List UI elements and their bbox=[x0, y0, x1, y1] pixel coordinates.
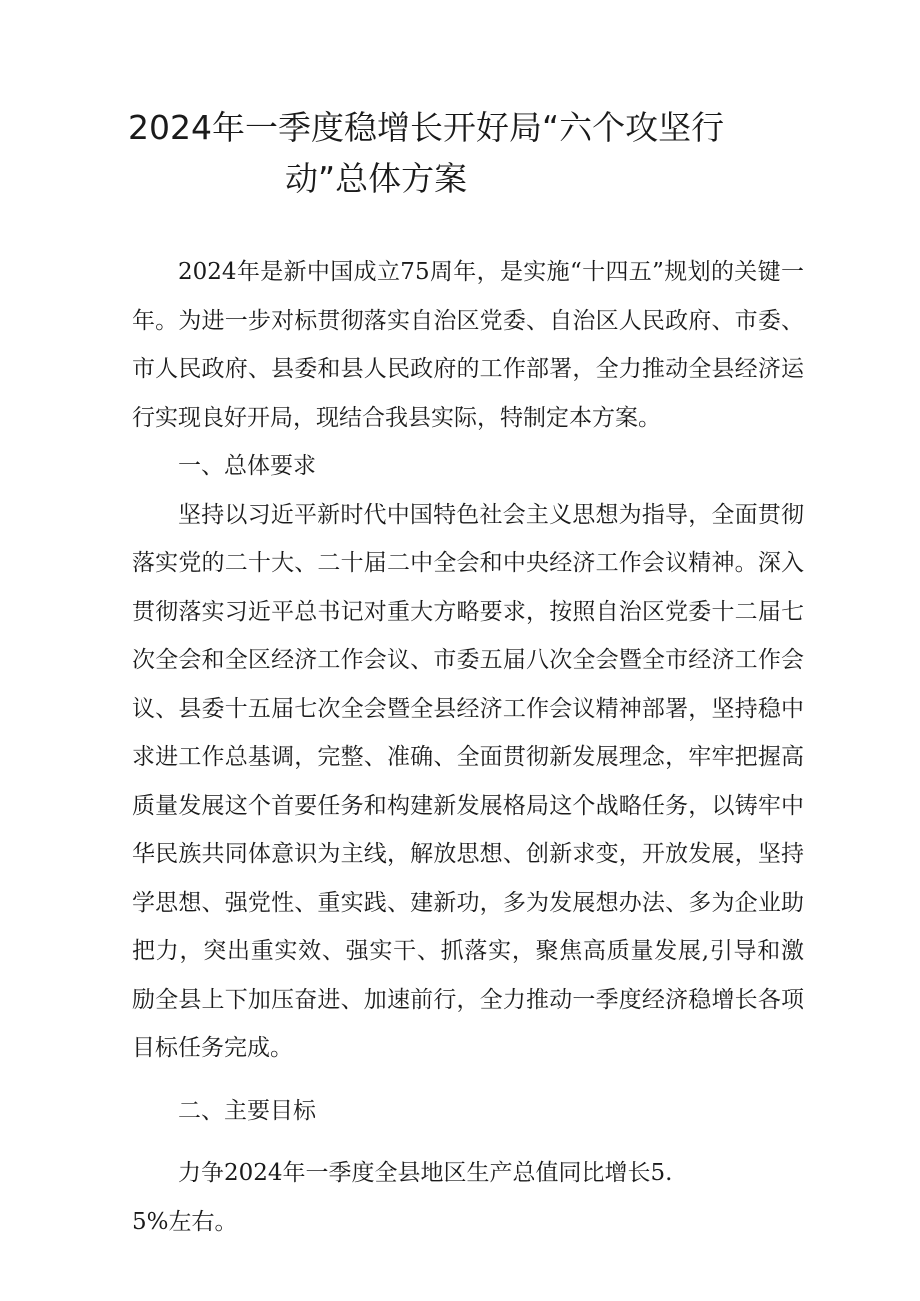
section-spacer bbox=[132, 1135, 804, 1149]
section-1-paragraph: 坚持以习近平新时代中国特色社会主义思想为指导，全面贯彻落实党的二十大、二十届二中全会和中央经济工作会议精神。深入贯彻落实习近平总书记对重大方略要求，按照自治区党委十二届七次全会和全区经济工作会议、市委五届八次全会暨全市经济工作会议、县委十五届七次全会暨全县经济工作会议精神部署，坚持稳中求进工作总基调，完整、准确、全面贯彻新发展理念，牢牢把握高质量发展这个首要任务和构建新发展格局这个战略任务，以铸牢中华民族共同体意识为主线，解放思想、创新求变，开放发展，坚持学思想、强党性、重实践、建新功，多为发展想办法、多为企业助把力，突出重实效、强实干、抓落实，聚焦高质量发展,引导和激励全县上下加压奋进、加速前行，全力推动一季度经济稳增长各项目标任务完成。 bbox=[132, 501, 804, 1061]
section-spacer bbox=[132, 1073, 804, 1087]
intro-paragraph: 2024年是新中国成立75周年，是实施“十四五”规划的关键一年。为进一步对标贯彻落实自治区党委、自治区人民政府、市委、市人民政府、县委和县人民政府的工作部署，全力推动全县经济运行实现良好开局，现结合我县实际，特制定本方案。 bbox=[132, 259, 804, 431]
document-title bbox=[128, 102, 758, 204]
title-line-2: 动”总体方案 bbox=[285, 159, 468, 198]
section-1-heading: 一、总体要求 bbox=[178, 453, 316, 479]
title-line-1: 2024年一季度稳增长开好局“六个攻坚行 bbox=[128, 108, 725, 147]
document-body bbox=[132, 248, 804, 1246]
section-2-paragraph: 力争2024年一季度全县地区生产总值同比增长5.5%左右。 bbox=[132, 1160, 673, 1235]
section-2-heading: 二、主要目标 bbox=[178, 1097, 316, 1124]
